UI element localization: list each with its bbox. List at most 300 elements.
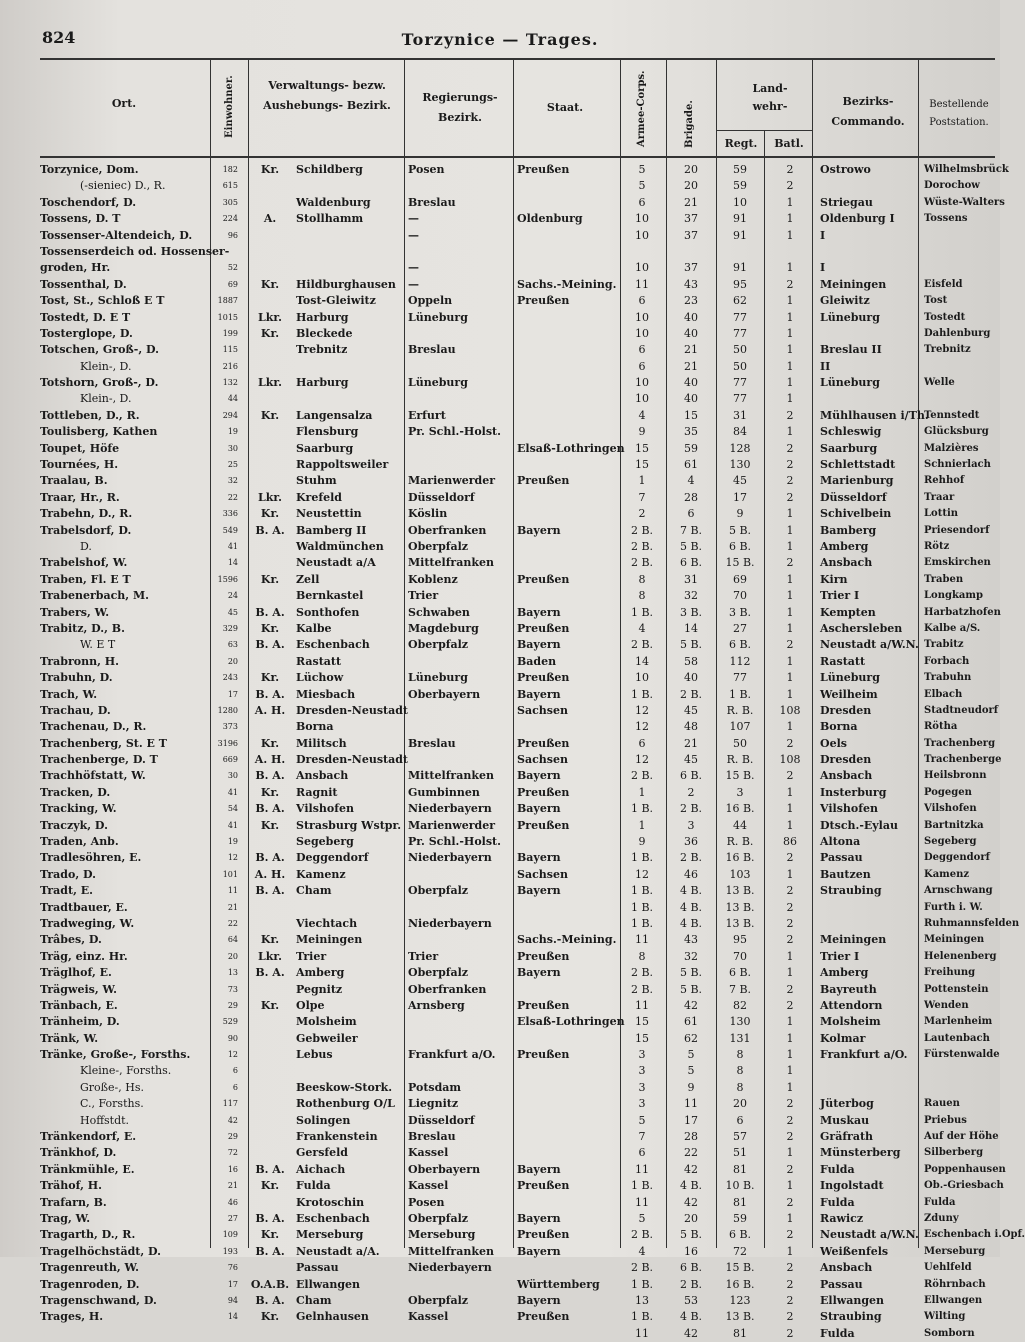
government-district-cell: Oberpfalz bbox=[408, 1212, 469, 1225]
brigade-cell: 42 bbox=[684, 1326, 698, 1340]
admin-district-cell: Harburg bbox=[296, 310, 349, 324]
table-row bbox=[40, 375, 995, 391]
district-command-cell: Ansbach bbox=[820, 1261, 873, 1275]
post-station-cell: Silberberg bbox=[924, 1147, 984, 1159]
landwehr-battalion-cell: 1 bbox=[786, 1015, 794, 1029]
landwehr-battalion-cell: 1 bbox=[786, 195, 794, 209]
post-station-cell: Longkamp bbox=[924, 590, 983, 602]
district-type-cell: Kr. bbox=[260, 507, 280, 521]
district-command-cell: Amberg bbox=[820, 966, 869, 980]
brigade-cell: 4 B. bbox=[679, 1310, 703, 1324]
landwehr-battalion-cell: 2 bbox=[786, 851, 794, 865]
population-cell: 216 bbox=[222, 361, 238, 371]
army-corps-cell: 2 B. bbox=[630, 1261, 654, 1275]
place-name-cell: Tränkendorf, E. bbox=[40, 1130, 137, 1144]
district-command-cell: Dresden bbox=[820, 753, 872, 767]
table-row bbox=[40, 998, 995, 1014]
district-command-cell: Schlettstadt bbox=[820, 458, 896, 472]
population-cell: 373 bbox=[222, 722, 238, 732]
population-cell: 63 bbox=[227, 640, 238, 650]
admin-district-cell: Eschenbach bbox=[296, 1212, 370, 1225]
army-corps-cell: 5 bbox=[638, 1212, 646, 1225]
admin-district-cell: Lüchow bbox=[296, 671, 344, 685]
population-cell: 96 bbox=[227, 230, 238, 240]
place-name-cell: Trag, W. bbox=[40, 1212, 91, 1225]
government-district-cell: Kassel bbox=[408, 1146, 449, 1160]
landwehr-battalion-cell: 86 bbox=[783, 835, 797, 849]
admin-district-cell: Waldenburg bbox=[296, 195, 371, 209]
population-cell: 46 bbox=[227, 1197, 238, 1207]
population-cell: 22 bbox=[227, 918, 238, 928]
table-row bbox=[40, 490, 995, 506]
state-cell: Bayern bbox=[517, 802, 561, 816]
district-type-cell: B. A. bbox=[255, 638, 285, 652]
army-corps-cell: 2 B. bbox=[630, 556, 654, 570]
state-cell: Preußen bbox=[517, 1228, 570, 1242]
government-district-cell: — bbox=[408, 261, 419, 275]
district-type-cell: A. H. bbox=[254, 703, 286, 717]
post-station-cell: Helenenberg bbox=[924, 950, 997, 962]
government-district-cell: Oberpfalz bbox=[408, 638, 469, 652]
brigade-cell: 37 bbox=[684, 261, 698, 275]
landwehr-regiment-cell: 16 B. bbox=[725, 802, 755, 816]
landwehr-battalion-cell: 1 bbox=[786, 720, 794, 734]
table-row bbox=[40, 621, 995, 637]
brigade-cell: 31 bbox=[684, 572, 698, 586]
state-cell: Preußen bbox=[517, 572, 570, 586]
government-district-cell: Mittelfranken bbox=[408, 1244, 494, 1258]
table-row bbox=[40, 818, 995, 834]
table-row bbox=[40, 785, 995, 801]
brigade-cell: 53 bbox=[684, 1293, 698, 1307]
landwehr-battalion-cell: 1 bbox=[786, 654, 794, 668]
army-corps-cell: 3 bbox=[638, 1048, 646, 1062]
post-station-cell: Emskirchen bbox=[924, 557, 991, 569]
place-name-cell: Trabenerbach, M. bbox=[40, 589, 149, 603]
post-station-cell: Fulda bbox=[924, 1196, 956, 1208]
brigade-cell: 2 B. bbox=[679, 1277, 703, 1291]
post-station-cell: Auf der Höhe bbox=[924, 1131, 999, 1143]
admin-district-cell: Schildberg bbox=[296, 163, 363, 176]
state-cell: Bayern bbox=[517, 769, 561, 783]
government-district-cell: Pr. Schl.-Holst. bbox=[408, 425, 501, 439]
landwehr-battalion-cell: 1 bbox=[786, 1064, 794, 1078]
district-command-cell: Oldenburg I bbox=[820, 212, 895, 226]
population-cell: 1015 bbox=[217, 312, 238, 322]
brigade-cell: 40 bbox=[684, 376, 698, 390]
government-district-cell: Kassel bbox=[408, 1310, 449, 1324]
army-corps-cell: 9 bbox=[638, 425, 646, 439]
state-cell: Preußen bbox=[517, 1179, 570, 1193]
place-name-cell: Trachenberg, St. E T bbox=[40, 736, 167, 750]
army-corps-cell: 11 bbox=[635, 1195, 649, 1209]
table-row bbox=[40, 228, 995, 244]
table-row bbox=[40, 1227, 1025, 1243]
place-name-cell: Trachhöfstatt, W. bbox=[40, 769, 146, 783]
population-cell: 12 bbox=[227, 1050, 238, 1060]
place-name-cell: Traalau, B. bbox=[40, 474, 108, 488]
header-brigade: Brigade. bbox=[684, 100, 695, 148]
government-district-cell: Marienwerder bbox=[408, 474, 496, 488]
landwehr-regiment-cell: 77 bbox=[733, 376, 747, 390]
place-name-cell: Tracken, D. bbox=[40, 785, 111, 799]
brigade-cell: 17 bbox=[684, 1113, 698, 1127]
table-row bbox=[40, 719, 995, 735]
brigade-cell: 59 bbox=[684, 441, 698, 455]
army-corps-cell: 10 bbox=[635, 376, 649, 390]
district-type-cell: Lkr. bbox=[258, 949, 282, 963]
brigade-cell: 61 bbox=[684, 1015, 698, 1029]
landwehr-battalion-cell: 2 bbox=[786, 1326, 794, 1340]
state-cell: Sachsen bbox=[517, 867, 568, 881]
state-cell: Elsaß-Lothringen bbox=[517, 1015, 625, 1029]
admin-district-cell: Ellwangen bbox=[296, 1277, 361, 1291]
landwehr-regiment-cell: R. B. bbox=[726, 703, 754, 717]
landwehr-regiment-cell: 6 bbox=[736, 1113, 744, 1127]
landwehr-regiment-cell: 130 bbox=[729, 458, 751, 472]
table-row bbox=[40, 605, 1001, 621]
place-name-cell: Trado, D. bbox=[40, 867, 96, 881]
district-type-cell: Kr. bbox=[260, 818, 280, 832]
place-name-cell: Große-, Hs. bbox=[80, 1080, 144, 1094]
state-cell: Preußen bbox=[517, 785, 570, 799]
brigade-cell: 43 bbox=[684, 933, 698, 947]
landwehr-regiment-cell: 3 bbox=[736, 785, 744, 799]
government-district-cell: Lüneburg bbox=[408, 310, 468, 324]
post-station-cell: Trabuhn bbox=[924, 672, 972, 684]
district-type-cell: Kr. bbox=[260, 277, 280, 291]
post-station-cell: Harbatzhofen bbox=[924, 606, 1001, 618]
table-row bbox=[40, 293, 995, 309]
landwehr-battalion-cell: 2 bbox=[786, 736, 794, 750]
landwehr-regiment-cell: 45 bbox=[733, 474, 747, 488]
district-command-cell: Ansbach bbox=[820, 556, 873, 570]
table-row bbox=[40, 1178, 1004, 1194]
government-district-cell: Schwaben bbox=[408, 605, 470, 619]
army-corps-cell: 15 bbox=[635, 1015, 649, 1029]
district-type-cell: B. A. bbox=[255, 851, 285, 865]
brigade-cell: 5 B. bbox=[679, 638, 703, 652]
state-cell: Bayern bbox=[517, 851, 561, 865]
brigade-cell: 21 bbox=[684, 736, 698, 750]
district-command-cell: Gleiwitz bbox=[820, 294, 870, 308]
post-station-cell: Zduny bbox=[924, 1213, 959, 1224]
table-row bbox=[40, 1063, 995, 1079]
population-cell: 73 bbox=[227, 984, 238, 994]
place-name-cell: Trähof, H. bbox=[40, 1179, 103, 1193]
table-row bbox=[40, 244, 995, 260]
government-district-cell: — bbox=[408, 277, 419, 291]
government-district-cell: Breslau bbox=[408, 195, 456, 209]
district-command-cell: Lüneburg bbox=[820, 671, 880, 685]
table-row bbox=[40, 457, 995, 473]
landwehr-regiment-cell: 1 B. bbox=[728, 687, 752, 701]
government-district-cell: — bbox=[408, 228, 419, 242]
district-type-cell: Lkr. bbox=[258, 310, 282, 324]
place-name-cell: Tränkhof, D. bbox=[40, 1146, 117, 1160]
state-cell: Bayern bbox=[517, 605, 561, 619]
landwehr-regiment-cell: 6 B. bbox=[728, 539, 752, 553]
place-name-cell: D. bbox=[80, 539, 92, 553]
table-row bbox=[40, 326, 995, 342]
army-corps-cell: 10 bbox=[635, 261, 649, 275]
army-corps-cell: 1 bbox=[638, 474, 646, 488]
landwehr-battalion-cell: 2 bbox=[786, 1228, 794, 1242]
landwehr-regiment-cell: 112 bbox=[729, 654, 751, 668]
army-corps-cell: 10 bbox=[635, 671, 649, 685]
table-row bbox=[40, 506, 995, 522]
header-landwehr: Land- wehr- bbox=[752, 82, 788, 113]
government-district-cell: Pr. Schl.-Holst. bbox=[408, 835, 501, 849]
post-station-cell: Ob.-Griesbach bbox=[924, 1180, 1004, 1192]
place-name-cell: Tragelhöchstädt, D. bbox=[40, 1244, 162, 1258]
army-corps-cell: 6 bbox=[638, 359, 646, 373]
state-cell: Württemberg bbox=[517, 1277, 600, 1291]
landwehr-regiment-cell: 59 bbox=[733, 179, 747, 193]
admin-district-cell: Bernkastel bbox=[296, 589, 364, 603]
post-station-cell: Lottin bbox=[924, 508, 959, 520]
district-command-cell: Bautzen bbox=[820, 867, 871, 881]
district-command-cell: Aschersleben bbox=[820, 621, 903, 635]
district-type-cell: Kr. bbox=[260, 1310, 280, 1324]
landwehr-regiment-cell: 81 bbox=[733, 1326, 747, 1340]
army-corps-cell: 1 bbox=[638, 818, 646, 832]
government-district-cell: Arnsberg bbox=[408, 998, 465, 1012]
place-name-cell: Traar, Hr., R. bbox=[40, 490, 120, 504]
government-district-cell: Trier bbox=[408, 589, 439, 603]
landwehr-regiment-cell: 103 bbox=[729, 867, 751, 881]
state-cell: Preußen bbox=[517, 818, 570, 832]
header-staat: Staat. bbox=[546, 101, 584, 114]
landwehr-battalion-cell: 2 bbox=[786, 1277, 794, 1291]
landwehr-battalion-cell: 2 bbox=[786, 769, 794, 783]
place-name-cell: Tragenreuth, W. bbox=[40, 1261, 139, 1275]
district-command-cell: Ansbach bbox=[820, 769, 873, 783]
landwehr-battalion-cell: 1 bbox=[786, 212, 794, 226]
government-district-cell: Niederbayern bbox=[408, 851, 492, 865]
table-row bbox=[40, 801, 995, 817]
admin-district-cell: Bleckede bbox=[296, 326, 353, 340]
district-command-cell: Amberg bbox=[820, 539, 869, 553]
place-name-cell: Trabelshof, W. bbox=[40, 556, 128, 570]
brigade-cell: 61 bbox=[684, 458, 698, 472]
table-row bbox=[40, 359, 995, 375]
population-cell: 44 bbox=[227, 394, 238, 404]
population-cell: 17 bbox=[227, 1279, 238, 1289]
district-command-cell: Fulda bbox=[820, 1162, 855, 1176]
place-name-cell: Trachau, D. bbox=[40, 703, 111, 717]
district-command-cell: Marienburg bbox=[820, 474, 894, 488]
population-cell: 243 bbox=[222, 673, 238, 683]
landwehr-battalion-cell: 1 bbox=[786, 343, 794, 357]
place-name-cell: Trach, W. bbox=[40, 687, 98, 701]
landwehr-regiment-cell: 17 bbox=[733, 490, 747, 504]
admin-district-cell: Ragnit bbox=[296, 785, 338, 799]
government-district-cell: Oberbayern bbox=[408, 687, 481, 701]
place-name-cell: Tosterglope, D. bbox=[40, 326, 133, 340]
district-command-cell: Trier I bbox=[820, 949, 860, 963]
table-row bbox=[40, 867, 995, 883]
army-corps-cell: 2 B. bbox=[630, 638, 654, 652]
landwehr-battalion-cell: 2 bbox=[786, 277, 794, 291]
brigade-cell: 2 B. bbox=[679, 802, 703, 816]
table-row bbox=[40, 572, 995, 588]
district-type-cell: Kr. bbox=[260, 785, 280, 799]
government-district-cell: Niederbayern bbox=[408, 916, 492, 930]
district-type-cell: B. A. bbox=[255, 769, 285, 783]
admin-district-cell: Meiningen bbox=[296, 933, 363, 947]
place-name-cell: W. E T bbox=[80, 638, 116, 652]
post-station-cell: Bartnitzka bbox=[924, 819, 984, 831]
landwehr-battalion-cell: 2 bbox=[786, 163, 794, 176]
place-name-cell: groden, Hr. bbox=[40, 261, 111, 275]
government-district-cell: Oberfranken bbox=[408, 982, 487, 996]
table-row bbox=[40, 310, 995, 326]
government-district-cell: Köslin bbox=[408, 507, 448, 521]
state-cell: Bayern bbox=[517, 1162, 561, 1176]
place-name-cell: Trägweis, W. bbox=[40, 982, 117, 996]
place-name-cell: Tost, St., Schloß E T bbox=[40, 294, 165, 308]
table-row bbox=[40, 932, 995, 948]
post-station-cell: Furth i. W. bbox=[924, 901, 983, 913]
brigade-cell: 6 B. bbox=[679, 556, 703, 570]
landwehr-battalion-cell: 108 bbox=[779, 703, 801, 717]
district-type-cell: B. A. bbox=[255, 1162, 285, 1176]
district-type-cell: Kr. bbox=[260, 621, 280, 635]
admin-district-cell: Harburg bbox=[296, 376, 349, 390]
admin-district-cell: Frankenstein bbox=[296, 1130, 378, 1144]
landwehr-battalion-cell: 1 bbox=[786, 949, 794, 963]
district-command-cell: Altona bbox=[820, 835, 861, 849]
table-row bbox=[40, 162, 1009, 178]
place-name-cell: Tossenser-Altendeich, D. bbox=[40, 228, 193, 242]
header-ort: Ort. bbox=[111, 97, 137, 110]
army-corps-cell: 15 bbox=[635, 441, 649, 455]
brigade-cell: 42 bbox=[684, 1162, 698, 1176]
landwehr-regiment-cell: 69 bbox=[733, 572, 747, 586]
place-name-cell: Trabelsdorf, D. bbox=[40, 523, 132, 537]
post-station-cell: Wüste-Walters bbox=[924, 196, 1005, 208]
place-name-cell: Hoffstdt. bbox=[80, 1113, 130, 1127]
table-row bbox=[40, 965, 995, 981]
landwehr-regiment-cell: 62 bbox=[733, 294, 747, 308]
population-cell: 1596 bbox=[217, 574, 238, 584]
admin-district-cell: Flensburg bbox=[296, 425, 359, 439]
population-cell: 117 bbox=[222, 1099, 238, 1109]
header-einwohner: Einwohner. bbox=[224, 75, 235, 139]
post-station-cell: Kamenz bbox=[924, 868, 970, 880]
place-name-cell: Trâbes, D. bbox=[40, 933, 102, 947]
population-cell: 29 bbox=[227, 1000, 238, 1010]
place-name-cell: Tränke, Große-, Forsths. bbox=[40, 1048, 191, 1062]
admin-district-cell: Bamberg II bbox=[296, 523, 367, 537]
army-corps-cell: 4 bbox=[638, 408, 646, 422]
landwehr-regiment-cell: 13 B. bbox=[725, 900, 755, 914]
army-corps-cell: 3 bbox=[638, 1064, 646, 1078]
population-cell: 11 bbox=[227, 886, 238, 896]
population-cell: 20 bbox=[227, 951, 238, 961]
landwehr-battalion-cell: 1 bbox=[786, 310, 794, 324]
place-name-cell: Tossenserdeich od. Hossenser- bbox=[40, 244, 230, 258]
post-station-cell: Kalbe a/S. bbox=[924, 622, 981, 634]
landwehr-regiment-cell: 10 B. bbox=[725, 1179, 755, 1193]
place-name-cell: Totshorn, Groß-, D. bbox=[40, 376, 159, 390]
population-cell: 24 bbox=[227, 591, 238, 601]
army-corps-cell: 1 bbox=[638, 785, 646, 799]
district-command-cell: Trier I bbox=[820, 589, 860, 603]
admin-district-cell: Molsheim bbox=[296, 1015, 357, 1029]
population-cell: 14 bbox=[227, 1312, 238, 1322]
landwehr-battalion-cell: 108 bbox=[779, 753, 801, 767]
state-cell: Baden bbox=[517, 654, 557, 668]
brigade-cell: 21 bbox=[684, 195, 698, 209]
admin-district-cell: Neustettin bbox=[296, 507, 362, 521]
header-armee-corps: Armee-Corps. bbox=[636, 70, 647, 148]
government-district-cell: Frankfurt a/O. bbox=[408, 1048, 496, 1062]
landwehr-battalion-cell: 1 bbox=[786, 1048, 794, 1062]
admin-district-cell: Vilshofen bbox=[296, 802, 354, 816]
state-cell: Bayern bbox=[517, 523, 561, 537]
admin-district-cell: Strasburg Wstpr. bbox=[296, 818, 402, 832]
brigade-cell: 45 bbox=[684, 753, 698, 767]
landwehr-regiment-cell: 95 bbox=[733, 933, 747, 947]
admin-district-cell: Solingen bbox=[296, 1113, 351, 1127]
post-station-cell: Schnierlach bbox=[924, 459, 991, 471]
place-name-cell: Traden, Anb. bbox=[40, 835, 119, 849]
district-command-cell: Lüneburg bbox=[820, 376, 880, 390]
population-cell: 76 bbox=[227, 1263, 238, 1273]
state-cell: Sachs.-Meining. bbox=[517, 933, 617, 947]
district-type-cell: Lkr. bbox=[258, 376, 282, 390]
place-name-cell: Traben, Fl. E T bbox=[40, 572, 131, 586]
place-name-cell: Toulisberg, Kathen bbox=[40, 425, 158, 439]
place-name-cell: Tränkmühle, E. bbox=[40, 1162, 135, 1176]
table-row bbox=[40, 408, 995, 424]
state-cell: Bayern bbox=[517, 687, 561, 701]
landwehr-regiment-cell: 131 bbox=[729, 1031, 751, 1045]
admin-district-cell: Cham bbox=[296, 1293, 332, 1307]
state-cell: Bayern bbox=[517, 1212, 561, 1225]
table-row bbox=[40, 1145, 995, 1161]
government-district-cell: Magdeburg bbox=[408, 621, 479, 635]
army-corps-cell: 1 B. bbox=[630, 900, 654, 914]
government-district-cell: Koblenz bbox=[408, 572, 458, 586]
landwehr-battalion-cell: 1 bbox=[786, 605, 794, 619]
post-station-cell: Malzières bbox=[924, 442, 979, 454]
landwehr-battalion-cell: 2 bbox=[786, 1293, 794, 1307]
place-name-cell: Tradt, E. bbox=[40, 884, 93, 898]
brigade-cell: 6 B. bbox=[679, 769, 703, 783]
post-station-cell: Vilshofen bbox=[924, 803, 977, 815]
admin-district-cell: Fulda bbox=[296, 1179, 331, 1193]
landwehr-battalion-cell: 1 bbox=[786, 589, 794, 603]
place-name-cell: Trachenau, D., R. bbox=[40, 720, 147, 734]
brigade-cell: 21 bbox=[684, 343, 698, 357]
government-district-cell: Oberbayern bbox=[408, 1162, 481, 1176]
district-command-cell: Bamberg bbox=[820, 523, 877, 537]
population-cell: 41 bbox=[227, 787, 238, 797]
district-command-cell: Fulda bbox=[820, 1195, 855, 1209]
landwehr-battalion-cell: 2 bbox=[786, 916, 794, 930]
army-corps-cell: 1 B. bbox=[630, 884, 654, 898]
brigade-cell: 2 B. bbox=[679, 851, 703, 865]
brigade-cell: 45 bbox=[684, 703, 698, 717]
brigade-cell: 7 B. bbox=[679, 523, 703, 537]
government-district-cell: Oberpfalz bbox=[408, 539, 469, 553]
population-cell: 294 bbox=[222, 410, 238, 420]
district-command-cell: Oels bbox=[820, 736, 847, 750]
district-command-cell: Muskau bbox=[820, 1113, 870, 1127]
